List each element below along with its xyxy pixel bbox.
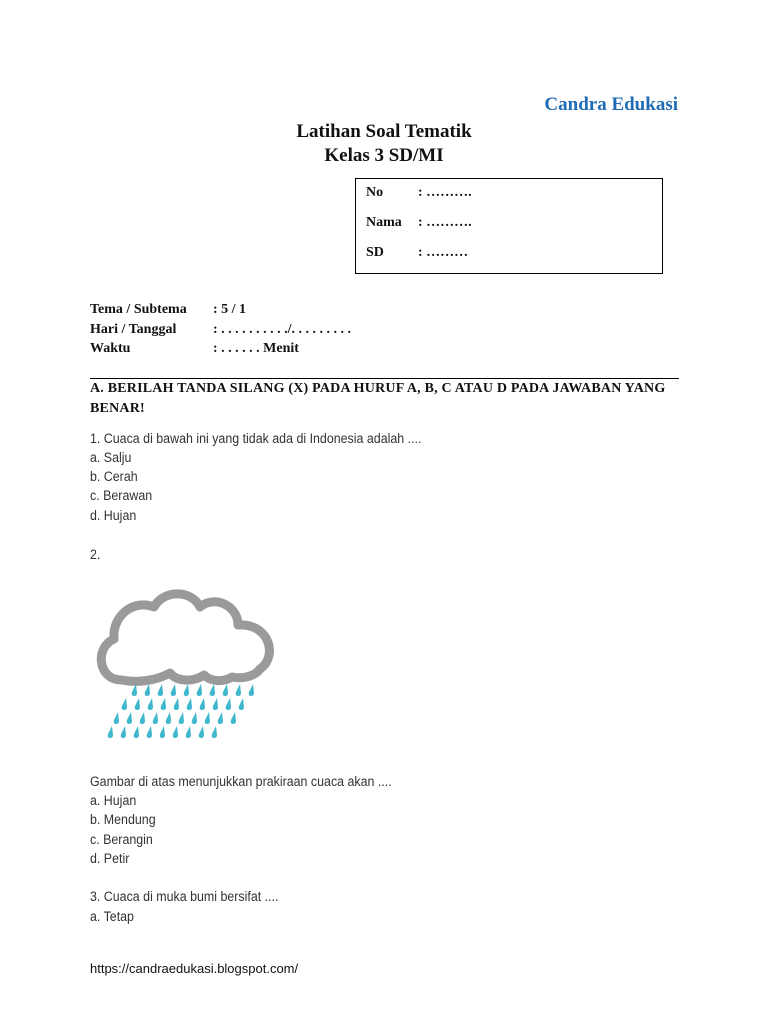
brand-name: Candra Edukasi: [544, 94, 678, 115]
identity-sd: [366, 245, 468, 261]
identity-no-label: No: [366, 185, 384, 200]
raindrop: [166, 712, 171, 724]
identity-sd-value: : ………: [418, 245, 469, 260]
raindrop: [210, 684, 215, 696]
raindrop: [108, 726, 113, 738]
raindrop: [223, 684, 228, 696]
identity-nama-value: : ……….: [418, 215, 472, 230]
raindrop: [226, 698, 231, 710]
raindrop: [148, 698, 153, 710]
raindrop: [174, 698, 179, 710]
question-2-number: 2.: [90, 547, 101, 562]
rain-cloud-icon: [92, 585, 282, 745]
raindrop: [160, 726, 165, 738]
question-1-option-a: a. Salju: [90, 450, 132, 465]
info-hari: [90, 322, 351, 338]
raindrop: [218, 712, 223, 724]
question-2-option-d: d. Petir: [90, 851, 130, 866]
question-2-option-c: c. Berangin: [90, 832, 153, 847]
question-2-option-b: b. Mendung: [90, 812, 156, 827]
footer-url[interactable]: https://candraedukasi.blogspot.com/: [90, 961, 299, 976]
raindrop: [192, 712, 197, 724]
raindrop: [173, 726, 178, 738]
raindrop: [135, 698, 140, 710]
question-3-option-a: a. Tetap: [90, 909, 134, 924]
question-1-option-d: d. Hujan: [90, 508, 137, 523]
question-2: Gambar di atas menunjukkan prakiraan cuaca akan ....: [90, 774, 392, 789]
raindrop: [147, 726, 152, 738]
info-tema-value: : 5 / 1: [213, 302, 247, 317]
raindrop: [205, 712, 210, 724]
info-tema-label: Tema / Subtema: [90, 302, 187, 317]
raindrop: [236, 684, 241, 696]
raindrop: [121, 726, 126, 738]
section-instructions: A. BERILAH TANDA SILANG (X) PADA HURUF A, B, C ATAU D PADA JAWABAN YANG BENAR!: [90, 381, 666, 416]
info-hari-value: : . . . . . . . . . ./. . . . . . . . .: [213, 322, 352, 337]
raindrop: [212, 726, 217, 738]
raindrop: [231, 712, 236, 724]
info-hari-label: Hari / Tanggal: [90, 322, 177, 337]
identity-sd-label: SD: [366, 245, 384, 260]
raindrop: [249, 684, 254, 696]
info-waktu-label: Waktu: [90, 341, 131, 356]
info-tema: [90, 302, 246, 318]
raindrop: [161, 698, 166, 710]
raindrop: [122, 698, 127, 710]
page-subtitle: Kelas 3 SD/MI: [324, 145, 444, 166]
raindrop: [197, 684, 202, 696]
raindrop: [200, 698, 205, 710]
info-waktu-value: : . . . . . . Menit: [213, 341, 299, 356]
identity-nama-label: Nama: [366, 215, 402, 230]
raindrop: [145, 684, 150, 696]
raindrop: [140, 712, 145, 724]
question-3: 3. Cuaca di muka bumi bersifat ....: [90, 889, 279, 904]
raindrop: [153, 712, 158, 724]
question-2-option-a: a. Hujan: [90, 793, 137, 808]
identity-nama: [366, 215, 472, 231]
raindrop: [134, 726, 139, 738]
raindrop: [114, 712, 119, 724]
question-1-option-b: b. Cerah: [90, 469, 138, 484]
raindrop: [213, 698, 218, 710]
identity-no: [366, 185, 472, 201]
raindrop: [199, 726, 204, 738]
raindrop: [127, 712, 132, 724]
identity-box: [355, 178, 663, 274]
info-waktu: [90, 341, 299, 357]
question-1: 1. Cuaca di bawah ini yang tidak ada di Indonesia adalah ....: [90, 431, 422, 446]
identity-no-value: : ……….: [418, 185, 472, 200]
raindrop: [239, 698, 244, 710]
question-1-option-c: c. Berawan: [90, 488, 153, 503]
page-title: Latihan Soal Tematik: [296, 121, 472, 142]
raindrop: [179, 712, 184, 724]
raindrop: [187, 698, 192, 710]
raindrop: [184, 684, 189, 696]
raindrop: [171, 684, 176, 696]
raindrop: [186, 726, 191, 738]
raindrop: [158, 684, 163, 696]
